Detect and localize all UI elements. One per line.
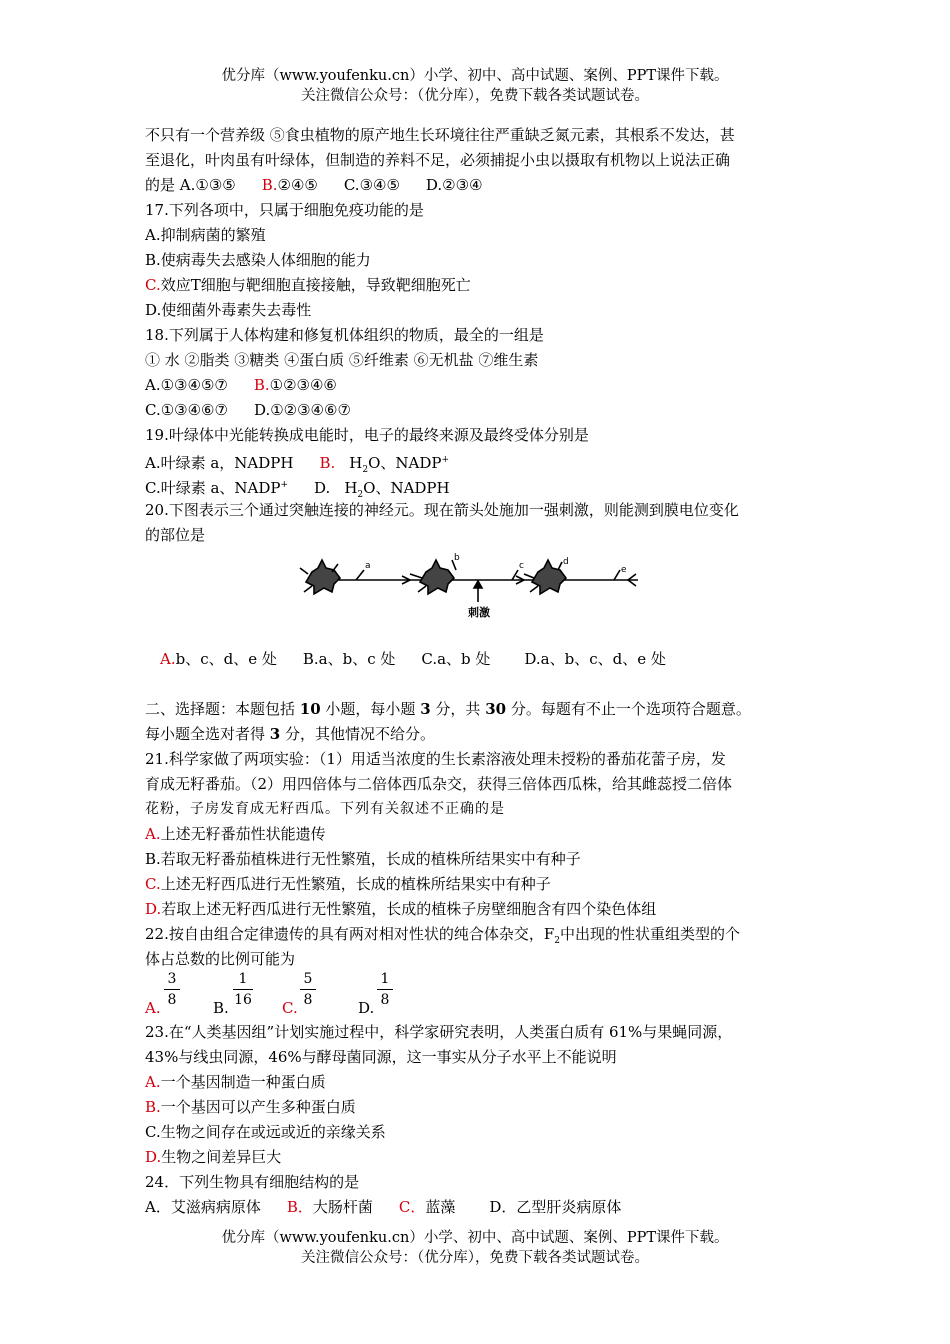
q24-option-c-text: 蓝藻 [425, 1198, 456, 1216]
q24-option-b-text: 大肠杆菌 [312, 1198, 373, 1216]
q21-option-c [145, 873, 551, 895]
label-a: a [365, 561, 371, 571]
q18-option-a: A.①③④⑤⑦ [145, 376, 228, 394]
q17-option-a: A.抑制病菌的繁殖 [145, 226, 266, 244]
q19-option-b-sup: + [441, 455, 450, 465]
q16-option-b-letter: B. [261, 176, 278, 194]
q18-stem: 18.下列属于人体构建和修复机体组织的物质，最全的一组是 [145, 326, 544, 344]
q24-option-d: D．乙型肝炎病原体 [489, 1198, 622, 1216]
q23-option-b-letter: B. [145, 1098, 161, 1116]
q22-option-c-letter [282, 997, 298, 1019]
q21-option-a-letter: A. [145, 825, 161, 843]
header-line-2: 关注微信公众号：（优分库），免费下载各类试题试卷。 [301, 88, 649, 104]
q22-d-num: 1 [380, 971, 390, 987]
section2-total: 30 [485, 700, 507, 718]
q22-a-num: 3 [167, 971, 177, 987]
section2-line-2 [145, 723, 435, 745]
section2-text-e: 每小题全选对者得 [145, 725, 270, 743]
header-line-1: 优分库（www.youfenku.cn）小学、初中、高中试题、案例、PPT课件下载。 [221, 68, 729, 84]
q21-option-b: B.若取无籽番茄植株进行无性繁殖，长成的植株所结果实中有种子 [145, 850, 581, 868]
label-b: b [454, 553, 460, 563]
q22-option-d-letter: D. [358, 999, 375, 1017]
q24-option-c-letter: C． [398, 1198, 426, 1216]
q21-stem-2: 育成无籽番茄。（2）用四倍体与二倍体西瓜杂交，获得三倍体西瓜株，给其雌蕊授二倍体 [145, 775, 733, 793]
q22-b-num: 1 [238, 971, 248, 987]
q24-stem: 24．下列生物具有细胞结构的是 [145, 1173, 360, 1191]
q22-stem-sub: 2 [554, 936, 560, 946]
q22-stem-1b: 中出现的性状重组类型的个 [560, 925, 741, 943]
q18-options-cd [145, 399, 351, 421]
q23-option-d-letter: D. [145, 1148, 162, 1166]
neuron-diagram [298, 552, 643, 624]
q16-line-2: 至退化，叶肉虽有叶绿体，但制造的养料不足，必须捕捉小虫以摄取有机物以上说法正确 [145, 151, 731, 169]
q21-option-c-letter: C. [145, 875, 161, 893]
q18-option-c: C.①③④⑥⑦ [145, 401, 228, 419]
q17-option-c-letter: C. [145, 276, 161, 294]
q19-option-b-sub: 2 [362, 465, 369, 475]
q22-a-letter: A. [145, 999, 161, 1017]
q22-c-den: 8 [303, 992, 313, 1008]
q21-stem-3: 花粉，子房发育成无籽西瓜。下列有关叙述不正确的是 [145, 801, 505, 817]
q16-option-b: ②④⑤ [277, 176, 318, 194]
section2-text-d: 分。每题有不止一个选项符合题意。 [506, 700, 751, 718]
section2-text-f: 分，其他情况不给分。 [280, 725, 435, 743]
section2-text-b: 小题，每小题 [320, 700, 421, 718]
q21-option-d [145, 898, 656, 920]
q18-option-b-letter: B. [253, 376, 270, 394]
section2-full-points: 3 [269, 725, 281, 743]
q23-option-a [145, 1071, 326, 1093]
q16-option-a: 的是 A.①③⑤ [145, 176, 236, 194]
q19-option-d-rest: O、NADPH [363, 479, 450, 497]
q18-items: ① 水 ②脂类 ③糖类 ④蛋白质 ⑤纤维素 ⑥无机盐 ⑦维生素 [145, 351, 539, 369]
q22-stem-2: 体占总数的比例可能为 [145, 950, 296, 968]
neuron-2 [410, 560, 454, 594]
section2-count: 10 [299, 700, 321, 718]
q17-stem: 17.下列各项中，只属于细胞免疫功能的是 [145, 201, 424, 219]
q20-option-a: b、c、d、e 处 [175, 650, 277, 668]
q19-option-d-sub: 2 [357, 490, 364, 500]
q22-b-den: 16 [234, 992, 252, 1008]
footer-line-2: 关注微信公众号：（优分库），免费下载各类试题试卷。 [301, 1250, 649, 1266]
label-d: d [563, 557, 569, 567]
neuron-1 [300, 560, 340, 594]
label-e: e [621, 565, 627, 575]
q20-option-b: B.a、b、c 处 [302, 650, 396, 668]
q16-options [145, 174, 483, 196]
q23-stem-2: 43%与线虫同源，46%与酵母菌同源，这一事实从分子水平上不能说明 [145, 1048, 617, 1066]
q23-option-b-text: 一个基因可以产生多种蛋白质 [160, 1098, 356, 1116]
q17-option-c-text: 效应T细胞与靶细胞直接接触，导致靶细胞死亡 [160, 276, 471, 294]
q22-option-c-fraction [300, 970, 316, 1009]
section2-line-1 [145, 698, 751, 720]
q21-stem-1: 21.科学家做了两项实验：（1）用适当浓度的生长素溶液处理未授粉的番茄花蕾子房，发 [145, 750, 726, 768]
q19-option-c: C.叶绿素 a、NADP [145, 479, 281, 497]
q22-c-num: 5 [303, 971, 313, 987]
section2-points: 3 [420, 700, 431, 718]
q20-option-c: C.a、b 处 [421, 650, 491, 668]
q24-option-b-letter: B． [286, 1198, 313, 1216]
q23-option-c: C.生物之间存在或远或近的亲缘关系 [145, 1123, 386, 1141]
q22-option-a-letter [145, 997, 161, 1019]
q19-option-b-letter: B. [319, 454, 336, 472]
q21-option-c-text: 上述无籽西瓜进行无性繁殖，长成的植株所结果实中有种子 [160, 875, 551, 893]
q18-option-b: ①②③④⑥ [269, 376, 337, 394]
footer-line-1: 优分库（www.youfenku.cn）小学、初中、高中试题、案例、PPT课件下载。 [221, 1230, 729, 1246]
probe-a [356, 570, 364, 580]
q23-option-d-text: 生物之间差异巨大 [161, 1148, 282, 1166]
q22-c-letter: C. [282, 999, 298, 1017]
q23-stem-1: 23.在“人类基因组”计划实施过程中，科学家研究表明，人类蛋白质有 61%与果蝇同源， [145, 1023, 733, 1041]
q22-option-a-fraction [164, 970, 180, 1009]
q23-option-a-letter: A. [145, 1073, 161, 1091]
q18-options-ab [145, 374, 337, 396]
section2-text-a: 二、选择题：本题包括 [145, 700, 300, 718]
label-c: c [519, 561, 524, 571]
q21-option-a [145, 823, 326, 845]
q21-option-a-text: 上述无籽番茄性状能遗传 [160, 825, 326, 843]
q22-option-b-fraction [233, 970, 253, 1009]
q19-option-d-h: H [344, 479, 358, 497]
q17-option-b: B.使病毒失去感染人体细胞的能力 [145, 251, 371, 269]
q23-option-b [145, 1096, 356, 1118]
q22-option-b-letter: B. [213, 999, 229, 1017]
q21-option-d-text: 若取上述无籽西瓜进行无性繁殖，长成的植株子房壁细胞含有四个染色体组 [161, 900, 657, 918]
q20-option-a-letter: A. [160, 650, 176, 668]
q23-option-d [145, 1146, 281, 1168]
q19-stem: 19.叶绿体中光能转换成电能时，电子的最终来源及最终受体分别是 [145, 426, 589, 444]
q19-option-a: A.叶绿素 a，NADPH [145, 454, 294, 472]
q22-option-d-fraction [377, 970, 393, 1009]
q18-option-d: D.①②③④⑥⑦ [253, 401, 351, 419]
q19-option-b-h: H [349, 454, 363, 472]
q24-options [145, 1196, 621, 1218]
q20-stem-2: 的部位是 [145, 526, 206, 544]
q17-option-d: D.使细菌外毒素失去毒性 [145, 301, 312, 319]
q20-option-d: D.a、b、c、d、e 处 [524, 650, 666, 668]
q17-option-c [145, 274, 471, 296]
q20-options [160, 648, 666, 670]
q16-line-1: 不只有一个营养级 ⑤食虫植物的原产地生长环境往往严重缺乏氮元素，其根系不发达，甚 [145, 126, 735, 144]
q20-stem-1: 20.下图表示三个通过突触连接的神经元。现在箭头处施加一强刺激，则能测到膜电位变化 [145, 501, 739, 519]
q21-option-d-letter: D. [145, 900, 162, 918]
q19-option-c-sup: + [280, 480, 289, 490]
q19-option-b-rest: O、NADP [368, 454, 442, 472]
label-stimulus: 刺激 [468, 606, 490, 619]
q19-option-d-letter: D. [314, 479, 331, 497]
q22-d-den: 8 [380, 992, 390, 1008]
probe-c [512, 570, 518, 580]
section2-text-c: 分，共 [430, 700, 486, 718]
q24-option-a: A．艾滋病病原体 [145, 1198, 261, 1216]
q16-option-d: D.②③④ [425, 176, 483, 194]
probe-e [614, 570, 620, 580]
q16-option-c: C.③④⑤ [343, 176, 400, 194]
q23-option-a-text: 一个基因制造一种蛋白质 [160, 1073, 326, 1091]
probe-d [558, 562, 562, 570]
q22-a-den: 8 [167, 992, 177, 1008]
q22-stem-1a: 22.按自由组合定律遗传的具有两对相对性状的纯合体杂交，F [145, 925, 555, 943]
